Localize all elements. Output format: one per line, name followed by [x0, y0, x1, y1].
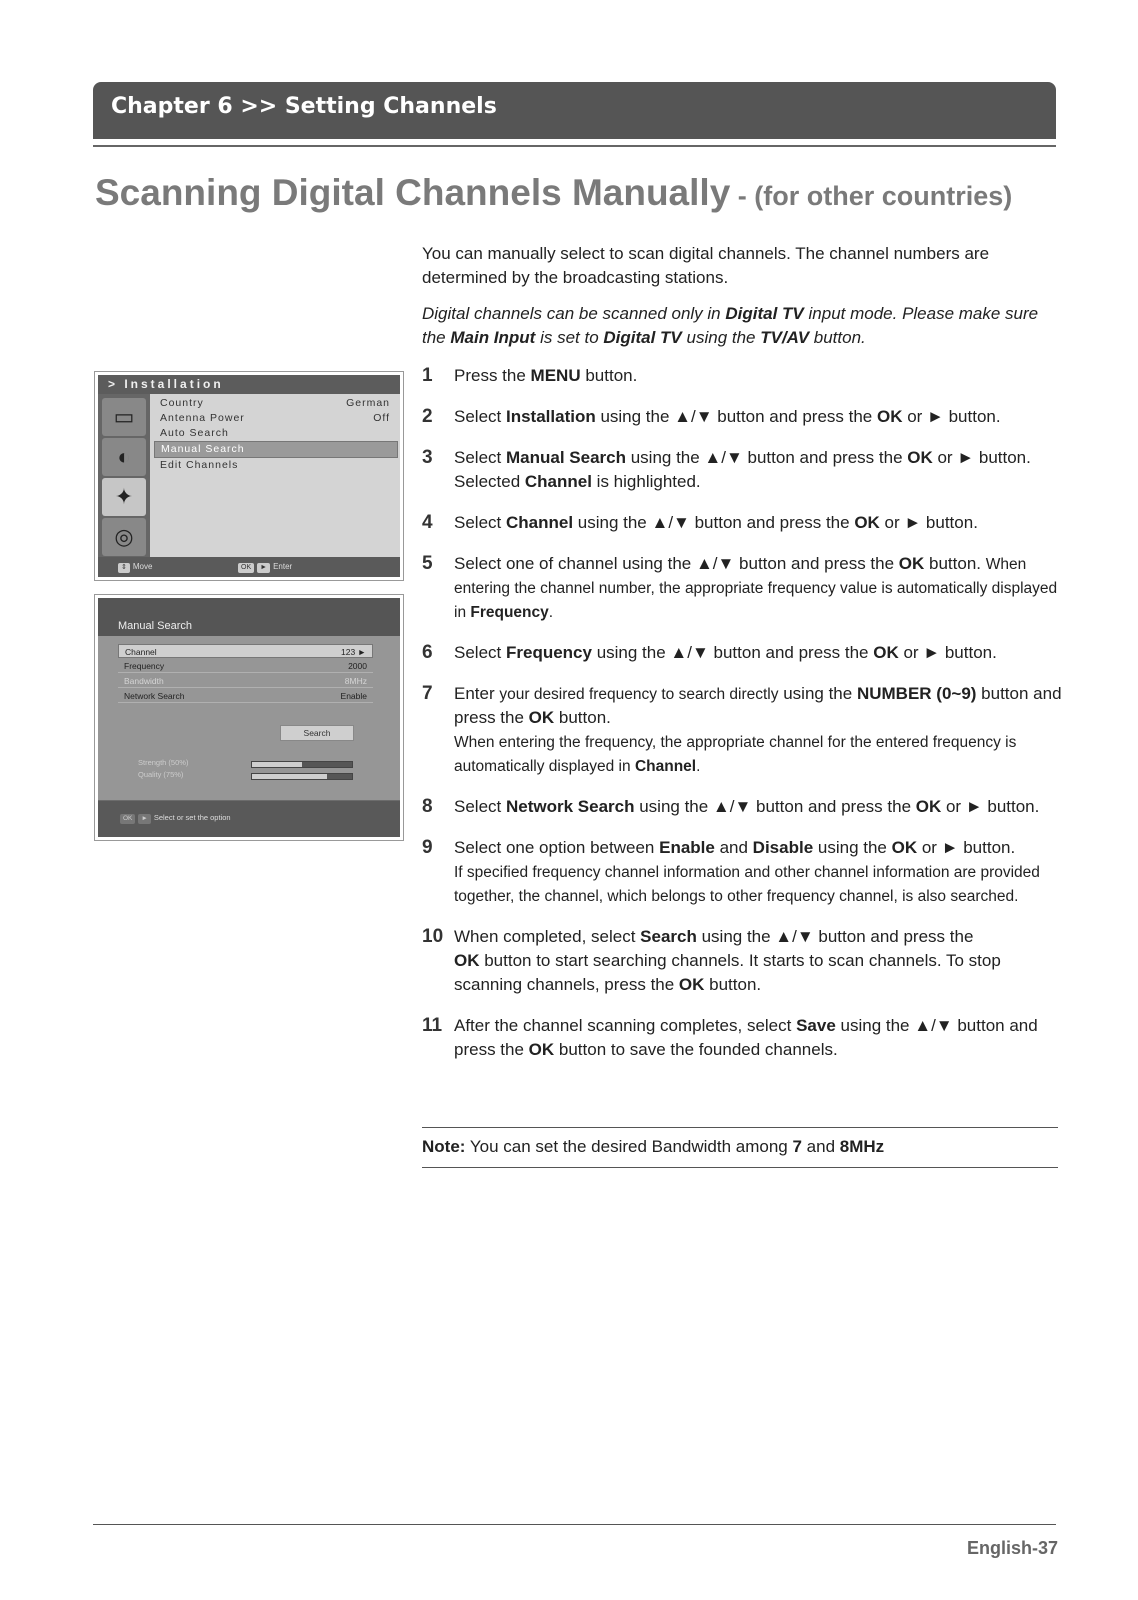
- footer-divider: [93, 1524, 1056, 1525]
- text-run: is highlighted.: [591, 472, 701, 491]
- header-divider: [93, 145, 1056, 147]
- installation-menu-screenshot: [94, 371, 404, 581]
- bold-term: OK: [454, 951, 480, 970]
- step-item: [422, 511, 1062, 535]
- quality-bar: [251, 773, 353, 780]
- installation-menu-list: [154, 396, 398, 557]
- hint-enter: Enter: [273, 562, 293, 571]
- text-run: button.: [554, 708, 611, 727]
- text-run: button.: [809, 328, 866, 347]
- search-option-row[interactable]: [118, 659, 373, 673]
- bold-term: Manual Search: [505, 448, 626, 467]
- step-number: 6: [422, 642, 433, 663]
- text-run: After the channel scanning completes, select: [454, 1016, 797, 1035]
- note-label: Note:: [422, 1137, 466, 1156]
- step-item: [422, 364, 1062, 388]
- text-run: and: [801, 1137, 840, 1156]
- manual-search-header: [98, 598, 400, 636]
- menu-item-label: Edit Channels: [160, 459, 239, 471]
- bold-term: Save: [796, 1016, 836, 1035]
- strength-bar: [251, 761, 353, 768]
- option-label: Channel: [125, 647, 157, 657]
- ok-key: OK: [238, 563, 254, 573]
- bold-term: OK: [915, 797, 942, 816]
- step-number: 4: [422, 512, 433, 533]
- menu-item-label: Country: [160, 397, 204, 409]
- text-run: using the ▲/▼ button and press the: [595, 407, 877, 426]
- page-title-subtitle: - (for other countries): [730, 181, 1013, 211]
- text-run: button to start searching channels. It starts to scan channels. To stop scanning channels, press the: [454, 951, 1001, 994]
- menu-item-value: Off: [373, 412, 390, 424]
- text-run: your desired frequency to search directly: [499, 686, 779, 703]
- menu-icon-column: [98, 394, 150, 557]
- menu-item[interactable]: [154, 396, 398, 411]
- intro-paragraph: You can manually select to scan digital channels. The channel numbers are determined by the broadcasting stations.: [422, 244, 990, 287]
- text-run: using the: [813, 838, 892, 857]
- tv-icon: ▭: [102, 398, 146, 436]
- text-run: button and press the: [454, 684, 1062, 727]
- text-run: or ► button.: [902, 407, 1001, 426]
- settings-disc-icon: ◎: [102, 518, 146, 556]
- step-number: 8: [422, 796, 433, 817]
- step-text: [454, 795, 1062, 819]
- bold-term: 8MHz: [839, 1137, 885, 1156]
- bold-term: OK: [528, 1040, 555, 1059]
- menu-item-label: Manual Search: [161, 443, 245, 455]
- chapter-header: [93, 82, 1056, 139]
- hint-move: Move: [132, 562, 153, 571]
- text-run: using the ▲/▼ button and press the: [591, 643, 874, 662]
- footer-hint: Select or set the option: [153, 813, 231, 822]
- quality-label: Quality (75%): [138, 770, 184, 779]
- bold-term: OK: [678, 975, 705, 994]
- text-run: Press the: [454, 366, 531, 385]
- search-button[interactable]: Search: [280, 725, 354, 741]
- text-run: button.: [924, 554, 986, 573]
- bold-term: OK: [898, 554, 925, 573]
- step-item: [422, 795, 1062, 819]
- step-number: 9: [422, 837, 433, 858]
- text-run: You can set the desired Bandwidth among: [465, 1137, 793, 1156]
- step-text: [454, 1014, 1062, 1062]
- text-run: using the ▲/▼ button and press the: [696, 927, 974, 946]
- step-item: [422, 836, 1062, 908]
- text-run: or ► button. Selected: [454, 448, 1031, 491]
- text-run: or ► button.: [879, 513, 978, 532]
- text-run: input mode. Please make sure the: [422, 304, 1039, 347]
- text-run: Select one option between: [454, 838, 660, 857]
- text-run: using the ▲/▼ button and press the: [634, 797, 916, 816]
- option-value: 8MHz: [344, 676, 367, 686]
- bold-term: Enable: [659, 838, 715, 857]
- instruction-steps: [422, 364, 1062, 1079]
- step-number: 3: [422, 447, 433, 468]
- note: [422, 1127, 1058, 1168]
- bold-term: OK: [876, 407, 903, 426]
- step-number: 5: [422, 553, 433, 574]
- step-text: [454, 925, 1062, 997]
- text-run: When completed, select: [454, 927, 641, 946]
- manual-search-screenshot: [94, 594, 404, 841]
- step-number: 10: [422, 926, 444, 947]
- text-run: is set to: [535, 328, 604, 347]
- bold-term: MENU: [530, 366, 581, 385]
- step-number: 7: [422, 683, 433, 704]
- quality-bar-fill: [252, 774, 327, 779]
- text-run: Select one of channel using the ▲/▼ button and press the: [454, 554, 899, 573]
- bold-term: Installation: [505, 407, 596, 426]
- text-run: using the ▲/▼ button and press the: [625, 448, 908, 467]
- text-run: or ► button.: [917, 838, 1016, 857]
- menu-item[interactable]: [154, 411, 398, 426]
- bold-term: Main Input: [450, 328, 536, 347]
- manual-search-title: Manual Search: [118, 620, 192, 632]
- text-run: or ► button.: [941, 797, 1040, 816]
- menu-item-label: Antenna Power: [160, 412, 245, 424]
- menu-item-value: German: [346, 397, 390, 409]
- bold-term: OK: [528, 708, 555, 727]
- intro-italic-note: [422, 302, 1058, 350]
- text-run: using the: [778, 684, 857, 703]
- step-text: [454, 405, 1062, 429]
- strength-bar-fill: [252, 762, 302, 767]
- menu-item[interactable]: [154, 441, 398, 458]
- step-number: 1: [422, 365, 433, 386]
- option-value: 2000: [348, 661, 367, 671]
- step-item: [422, 1014, 1062, 1062]
- text-run: button to save the founded channels.: [554, 1040, 838, 1059]
- page-title-main: Scanning Digital Channels Manually: [95, 172, 731, 213]
- step-item: [422, 682, 1062, 778]
- option-value: 123 ►: [341, 647, 366, 657]
- bold-term: OK: [873, 643, 899, 662]
- step-number: 11: [422, 1015, 443, 1036]
- text-run: button.: [580, 366, 638, 385]
- step-text: [454, 641, 1062, 665]
- search-option-row[interactable]: [118, 689, 373, 703]
- menu-item[interactable]: [154, 426, 398, 441]
- bold-term: OK: [891, 838, 918, 857]
- satellite-icon: ✦: [102, 478, 146, 516]
- bold-term: Digital TV: [725, 304, 804, 323]
- bold-term: 7: [792, 1137, 802, 1156]
- text-run: Select: [454, 513, 506, 532]
- bold-term: TV/AV: [760, 328, 810, 347]
- option-label: Network Search: [124, 691, 185, 701]
- text-run: Digital channels can be scanned only in: [422, 304, 726, 323]
- text-run: Select: [454, 448, 506, 467]
- step-text: [454, 552, 1062, 624]
- text-run: using the ▲/▼ button and press the: [454, 1016, 1038, 1059]
- manual-search-body: [98, 636, 400, 800]
- step-item: [422, 641, 1062, 665]
- text-run: using the ▲/▼ button and press the: [573, 513, 855, 532]
- ok-key: OK: [120, 814, 135, 824]
- menu-item-label: Auto Search: [160, 427, 229, 439]
- text-run: using the: [681, 328, 761, 347]
- installation-menu-title: > Installation: [98, 375, 400, 394]
- text-run: Select: [454, 797, 506, 816]
- right-arrow-key-icon: ►: [257, 563, 270, 573]
- strength-label: Strength (50%): [138, 758, 189, 767]
- text-run: Enter: [454, 684, 500, 703]
- step-item: [422, 446, 1062, 494]
- text-run: Select: [454, 407, 506, 426]
- option-label: Bandwidth: [124, 676, 164, 686]
- step-item: [422, 552, 1062, 624]
- step-text: [454, 364, 1062, 388]
- text-run: When entering the frequency, the appropriate channel for the entered frequency is automatically displayed in: [454, 734, 1017, 775]
- bold-term: OK: [854, 513, 880, 532]
- intro: [422, 242, 1058, 362]
- bold-term: Search: [640, 927, 697, 946]
- manual-search-footer: [98, 801, 400, 837]
- text-run: and: [714, 838, 753, 857]
- text-run: .: [696, 758, 701, 775]
- bold-term: Disable: [752, 838, 814, 857]
- search-option-row[interactable]: [118, 674, 373, 688]
- text-run: .: [548, 604, 554, 621]
- chapter-title: Chapter 6 >> Setting Channels: [111, 94, 497, 119]
- bold-term: Frequency: [505, 643, 592, 662]
- bold-term: Channel: [505, 513, 574, 532]
- bold-term: Digital TV: [603, 328, 682, 347]
- search-option-row[interactable]: [118, 644, 373, 658]
- text-run: or ► button.: [898, 643, 997, 662]
- right-arrow-key-icon: ►: [138, 814, 150, 824]
- bold-term: Channel: [524, 472, 592, 491]
- bold-term: Network Search: [505, 797, 635, 816]
- step-item: [422, 405, 1062, 429]
- step-text: [454, 511, 1062, 535]
- bold-term: Channel: [634, 758, 697, 775]
- bold-term: Frequency: [470, 604, 549, 621]
- bold-term: NUMBER (0~9): [856, 684, 977, 703]
- bold-term: OK: [907, 448, 933, 467]
- step-number: 2: [422, 406, 433, 427]
- option-value: Enable: [340, 691, 367, 701]
- page-number: English-37: [966, 1538, 1058, 1558]
- step-text: [454, 446, 1062, 494]
- text-run: Select: [454, 643, 506, 662]
- step-text: [454, 682, 1062, 778]
- step-text: [454, 836, 1062, 908]
- menu-item[interactable]: [154, 458, 398, 473]
- installation-menu-hints: [98, 557, 400, 577]
- option-label: Frequency: [124, 661, 165, 671]
- updown-key-icon: ⇕: [118, 563, 130, 573]
- step-item: [422, 925, 1062, 997]
- text-run: If specified frequency channel information and other channel information are provided together, the channel, which belongs to other frequency channel, is also searched.: [454, 864, 1040, 905]
- page-title: [95, 172, 1060, 214]
- text-run: button.: [704, 975, 762, 994]
- text-run: When entering the channel number, the appropriate frequency value is automatically displayed in: [454, 556, 1058, 621]
- satellite-dish-icon: ◐: [102, 438, 146, 476]
